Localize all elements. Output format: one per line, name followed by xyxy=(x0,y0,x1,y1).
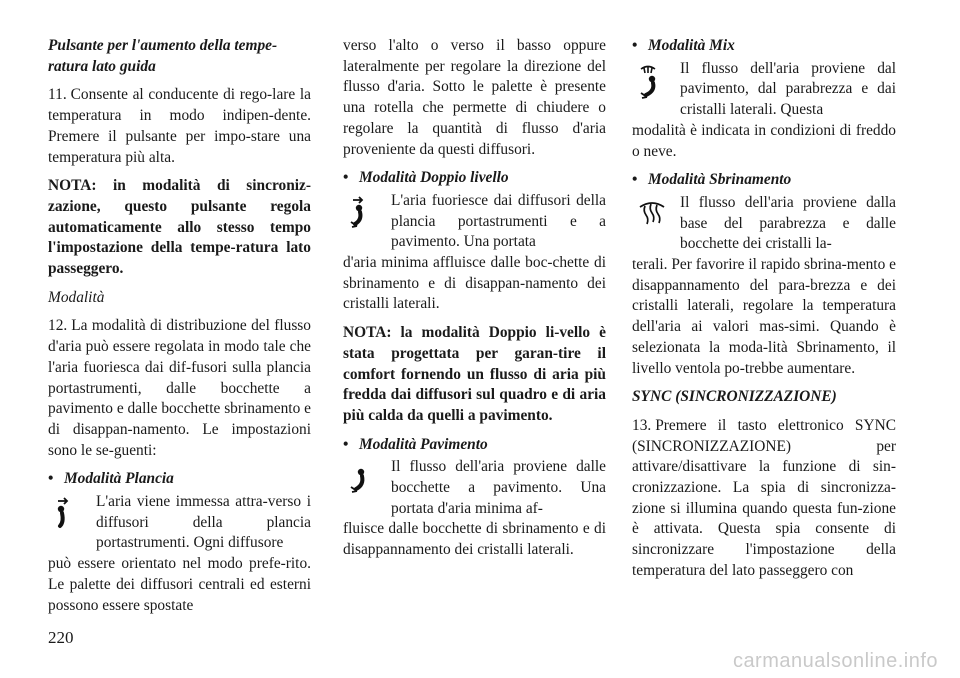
plancia-continued-text: verso l'alto o verso il basso oppure lateralmente per regolare la direzione del flusso d'aria. Sotto le palette è presente una rotella che permette di chiudere o regolare la quantità di flusso d'aria proveniente da questi diffusori. xyxy=(343,37,606,158)
defrost-icon xyxy=(632,193,680,237)
mode-title-doppio-livello: Modalità Doppio livello xyxy=(359,169,509,187)
bullet-mix xyxy=(632,36,896,57)
mode-title-plancia: Modalità Plancia xyxy=(64,470,174,488)
mode-text-pavimento: Il flusso dell'aria proviene dalle bocchette a pavimento. Una portata d'aria minima af- xyxy=(391,458,606,517)
note-bilevel: NOTA: la modalità Doppio li-vello è stata progettata per garan-tire il comfort fornendo un flusso di aria più fredda dai diffusori sul quadro e di aria più calda da quelli a pavimento. xyxy=(343,324,606,424)
bullet-pavimento xyxy=(343,435,606,456)
item-number-11: 11. xyxy=(48,86,67,104)
paragraph-13-text: Premere il tasto elettronico SYNC (SINCRONIZZAZIONE) per attivare/disattivare la funzione di sin-cronizzazione. La spia di sincronizza-zione si illumina quando questa fun-zione è attivata. Questa spia consente di sincronizzare l'impostazione della temperatura del lato passeggero con xyxy=(632,416,896,579)
vent-bilevel-icon xyxy=(343,191,391,235)
column-1 xyxy=(48,36,311,624)
vent-panel-icon xyxy=(48,492,96,536)
bullet-dot: • xyxy=(343,435,349,453)
mode-block-plancia xyxy=(48,492,311,554)
mode-block-sbrinamento xyxy=(632,193,896,255)
bullet-doppio-livello xyxy=(343,168,606,189)
item-number-13: 13. xyxy=(632,416,652,434)
mode-text-pavimento-continued: fluisce dalle bocchette di sbrinamento e di disappannamento dei cristalli laterali. xyxy=(343,520,606,559)
bullet-dot: • xyxy=(48,470,54,488)
bullet-sbrinamento xyxy=(632,170,896,191)
mode-text-mix-continued: modalità è indicata in condizioni di freddo o neve. xyxy=(632,121,896,160)
column-2 xyxy=(343,36,606,569)
mode-text-doppio-livello: L'aria fuoriesce dai diffusori della plancia portastrumenti e a pavimento. Una portata xyxy=(391,191,606,251)
note-sync-driver: NOTA: in modalità di sincroniz-zazione, questo pulsante regola automaticamente allo stesso tempo l'impostazione della tempe-ratura lato passeggero. xyxy=(48,177,311,278)
mode-text-sbrinamento: Il flusso dell'aria proviene dalla base del parabrezza e dalle bocchette dei cristalli la- xyxy=(680,193,896,253)
mode-text-mix: Il flusso dell'aria proviene dal pavimento, dal parabrezza e dai cristalli laterali. Questa xyxy=(680,59,896,119)
section-heading-driver-temp-up: Pulsante per l'aumento della tempe-ratura lato guida xyxy=(48,37,278,75)
section-heading-sync: SYNC (SINCRONIZZAZIONE) xyxy=(632,388,837,406)
mode-title-mix: Modalità Mix xyxy=(648,37,735,54)
mode-title-pavimento: Modalità Pavimento xyxy=(359,435,488,453)
page-number: 220 xyxy=(48,628,74,647)
bullet-dot: • xyxy=(632,37,638,54)
mode-block-doppio-livello xyxy=(343,191,606,253)
paragraph-11-text: Consente al conducente di rego-lare la temperatura in modo indipen-dente. Premere il pulsante per impo-stare una temperatura più alta. xyxy=(48,86,311,166)
mode-text-doppio-livello-continued: d'aria minima affluisce dalle boc-chette di sbrinamento e di disappan-namento dei cristalli laterali. xyxy=(343,254,606,313)
vent-mix-icon xyxy=(632,59,680,103)
mode-text-plancia: L'aria viene immessa attra-verso i diffusori della plancia portastrumenti. Ogni diffusore xyxy=(96,493,311,552)
mode-text-sbrinamento-continued: terali. Per favorire il rapido sbrina-mento e disappannamento del para-brezza e dei cristalli laterali, regolare la temperatura dell'aria ai valori mas-simi. Quando è selezionata la moda-lità Sbrinamento, il livello ventola po-trebbe aumentare. xyxy=(632,256,896,377)
bullet-plancia xyxy=(48,469,311,490)
section-heading-modes: Modalità xyxy=(48,288,105,306)
paragraph-13 xyxy=(632,416,896,582)
item-number-12: 12. xyxy=(48,317,68,335)
paragraph-12 xyxy=(48,316,311,461)
mode-block-pavimento xyxy=(343,457,606,519)
paragraph-12-text: La modalità di distribuzione del flusso d'aria può essere regolata in modo tale che l'aria fuoriesca dai dif-fusori sulla plancia portastrumenti, dalle bocchette a pavimento e dalle bocchette sbrinamento e di disappan-namento. Le impostazioni sono le se-guenti: xyxy=(48,317,311,459)
vent-floor-icon xyxy=(343,457,391,501)
column-3 xyxy=(632,36,896,590)
mode-title-sbrinamento: Modalità Sbrinamento xyxy=(648,171,792,189)
mode-block-mix xyxy=(632,59,896,121)
bullet-dot: • xyxy=(632,171,638,189)
bullet-dot: • xyxy=(343,169,349,187)
paragraph-11 xyxy=(48,85,311,168)
mode-text-plancia-continued: può essere orientato nel modo prefe-rito. Le palette dei diffusori centrali ed esterni possono essere spostate xyxy=(48,555,311,614)
watermark: carmanualsonline.info xyxy=(732,650,938,672)
